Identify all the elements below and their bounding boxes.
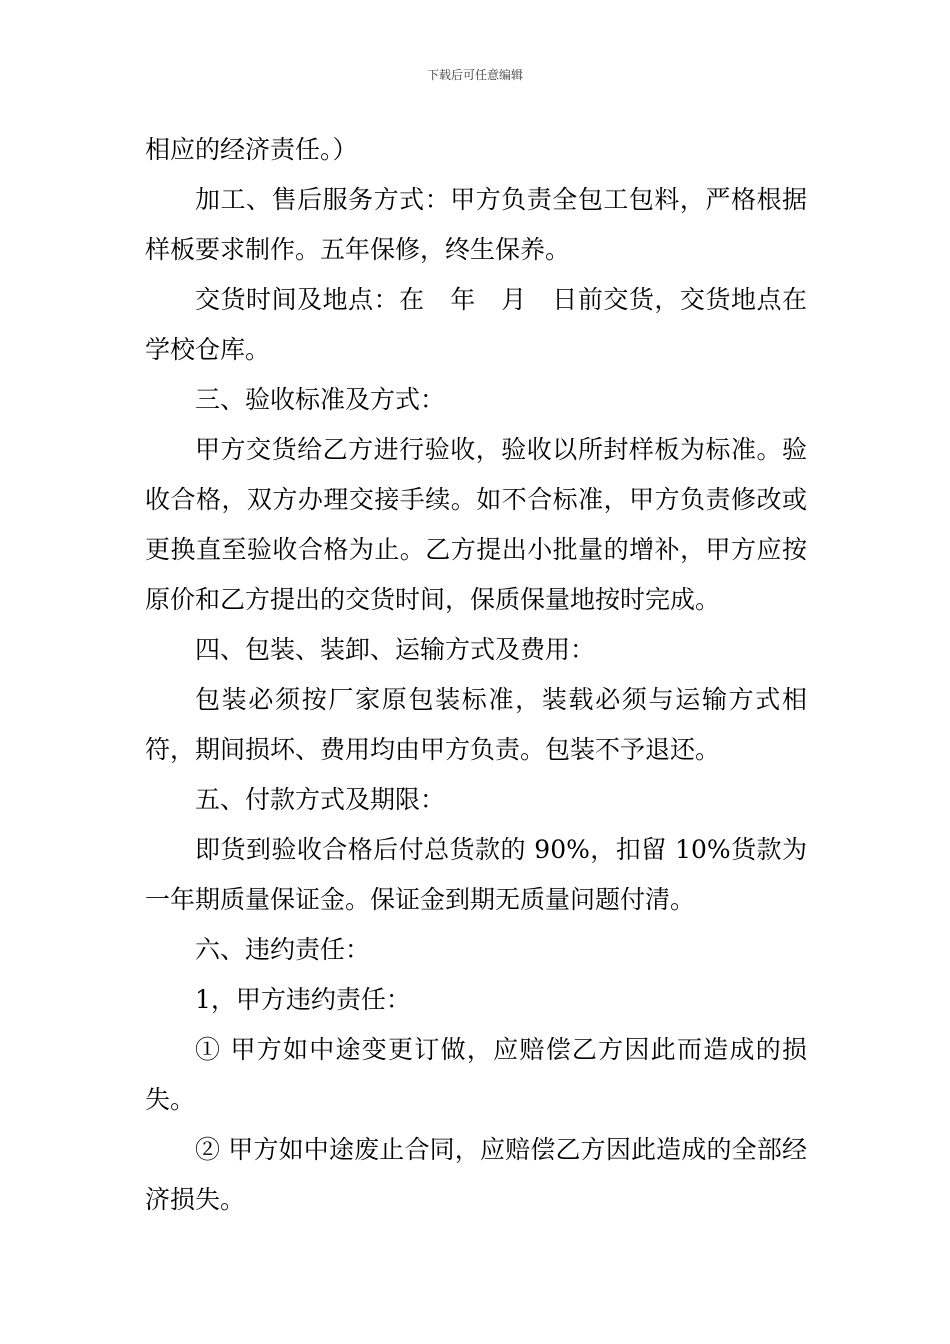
paragraph-delivery-time: 交货时间及地点：在 年 月 日前交货，交货地点在学校仓库。 [145,285,807,364]
subsection-party-a-liability: 1，甲方违约责任： [195,985,411,1014]
paragraph-payment: 即货到验收合格后付总货款的 90%，扣留 10%货款为一年期质量保证金。保证金到期无质量问题付清。 [145,835,807,914]
section-heading-liability: 六、违约责任： [195,935,371,964]
paragraph-processing-service: 加工、售后服务方式：甲方负责全包工包料，严格根据样板要求制作。五年保修，终生保养。 [145,185,807,264]
paragraph-packaging: 包装必须按厂家原包装标准，装载必须与运输方式相符，期间损坏、费用均由甲方负责。包装不予退还。 [145,685,807,764]
paragraph-acceptance: 甲方交货给乙方进行验收，验收以所封样板为标准。验收合格，双方办理交接手续。如不合标准，甲方负责修改或更换直至验收合格为止。乙方提出小批量的增补，甲方应按原价和乙方提出的交货时间，保质保量地按时完成。 [145,435,807,614]
paragraph-continuation: 相应的经济责任。） [145,135,358,164]
list-item-liability-2: ② 甲方如中途废止合同，应赔偿乙方因此造成的全部经济损失。 [145,1135,807,1214]
list-item-liability-1: ① 甲方如中途变更订做，应赔偿乙方因此而造成的损失。 [145,1035,807,1114]
section-heading-payment: 五、付款方式及期限： [195,785,446,814]
page-header: 下载后可任意编辑 [426,68,523,82]
section-heading-packaging: 四、包装、装卸、运输方式及费用： [195,635,596,664]
section-heading-acceptance: 三、验收标准及方式： [195,385,446,414]
document-body [145,125,807,1225]
